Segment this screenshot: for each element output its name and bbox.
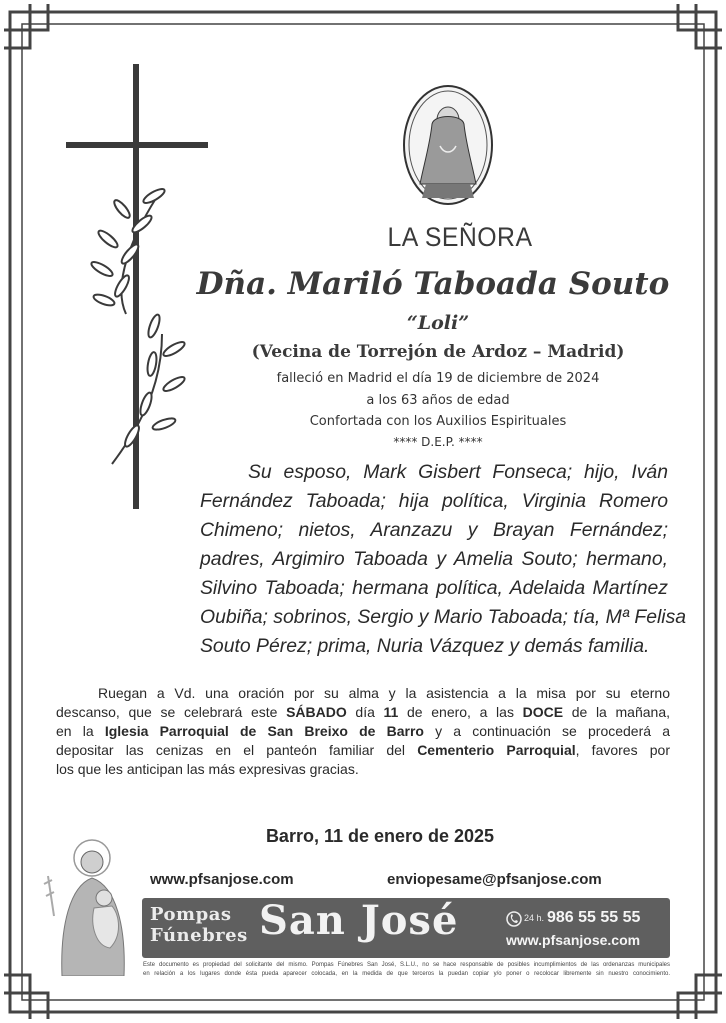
age-line: a los 63 años de edad xyxy=(366,393,510,408)
phone-icon xyxy=(506,910,522,928)
mass-time: DOCE xyxy=(522,704,564,720)
invitation-line: Ruegan a Vd. una oración por su alma y la asistencia a la misa por su eterno xyxy=(98,685,670,701)
day-of-week: SÁBADO xyxy=(286,704,347,720)
date-place: Barro, 11 de enero de 2025 xyxy=(265,826,495,846)
invitation-line: descanso, que se celebrará este SÁBADO día 11 de enero, a las DOCE de la mañana, xyxy=(56,704,670,720)
cemetery-name: Cementerio Parroquial xyxy=(417,742,576,758)
church-name: Iglesia Parroquial de San Breixo de Barro xyxy=(104,723,424,739)
sacraments-line: Confortada con los Auxilios Espirituales xyxy=(309,414,567,429)
phone-number[interactable]: 986 55 55 55 xyxy=(547,909,641,926)
invitation-line: los que les anticipan las más expresivas gracias. xyxy=(56,761,359,777)
invitation-line: depositar las cenizas en el panteón familiar del Cementerio Parroquial, favores por xyxy=(56,742,670,758)
website-link[interactable]: www.pfsanjose.com xyxy=(150,871,294,888)
logo-brand: San José xyxy=(259,897,459,944)
logo-pompas-funebres: Pompas Fúnebres xyxy=(150,904,248,946)
death-date: falleció en Madrid el día 19 de diciembre de 2024 xyxy=(276,371,600,386)
family-line: Fernández Taboada; hija política, Virginia Romero xyxy=(200,490,668,512)
day-number: 11 xyxy=(383,704,399,720)
residence: (Vecina de Torrejón de Ardoz – Madrid) xyxy=(251,342,625,362)
saint-joseph-icon xyxy=(40,836,140,976)
logo-website[interactable]: www.pfsanjose.com xyxy=(506,932,641,948)
nickname: “Loli” xyxy=(406,312,470,334)
family-line: Souto Pérez; prima, Nuria Vázquez y demás familia. xyxy=(200,635,650,657)
family-line: Chimeno; nietos, Aranzazu y Brayan Fernández; xyxy=(200,519,668,541)
hours-label: 24 h. xyxy=(524,913,545,923)
email-link[interactable]: enviopesame@pfsanjose.com xyxy=(387,871,602,888)
deceased-name: Dña. Mariló Taboada Souto xyxy=(196,266,670,302)
rip-line: **** D.E.P. **** xyxy=(393,435,483,449)
virgin-medallion-icon xyxy=(402,84,494,206)
family-paragraph xyxy=(200,458,687,661)
invitation-line: en la Iglesia Parroquial de San Breixo de Barro y a continuación se procederá a xyxy=(56,723,670,739)
honorific-title: LA SEÑORA xyxy=(387,222,533,252)
family-line: Su esposo, Mark Gisbert Fonseca; hijo, Iván xyxy=(248,461,668,483)
family-line: Silvino Taboada; hermana política, Adelaida Martínez xyxy=(200,577,668,599)
legal-disclaimer: Este documento es propiedad del solicitante del mismo. Pompas Fúnebres San José, S.L.U., no se hace responsable de posibles incumplimientos de las ordenanzas municipales en relación a los lugares donde ésta pueda aparecer colocada, en la medida de que terceros la puedan copiar y/o poner o recolocar libremente sin nuestro conocimiento. xyxy=(143,962,670,977)
family-line: Oubiña; sobrinos, Sergio y Mario Taboada; tía, Mª Felisa xyxy=(200,606,687,628)
invitation-paragraph xyxy=(56,684,670,779)
family-line: padres, Argimiro Taboada y Amelia Souto; hermano, xyxy=(200,548,668,570)
